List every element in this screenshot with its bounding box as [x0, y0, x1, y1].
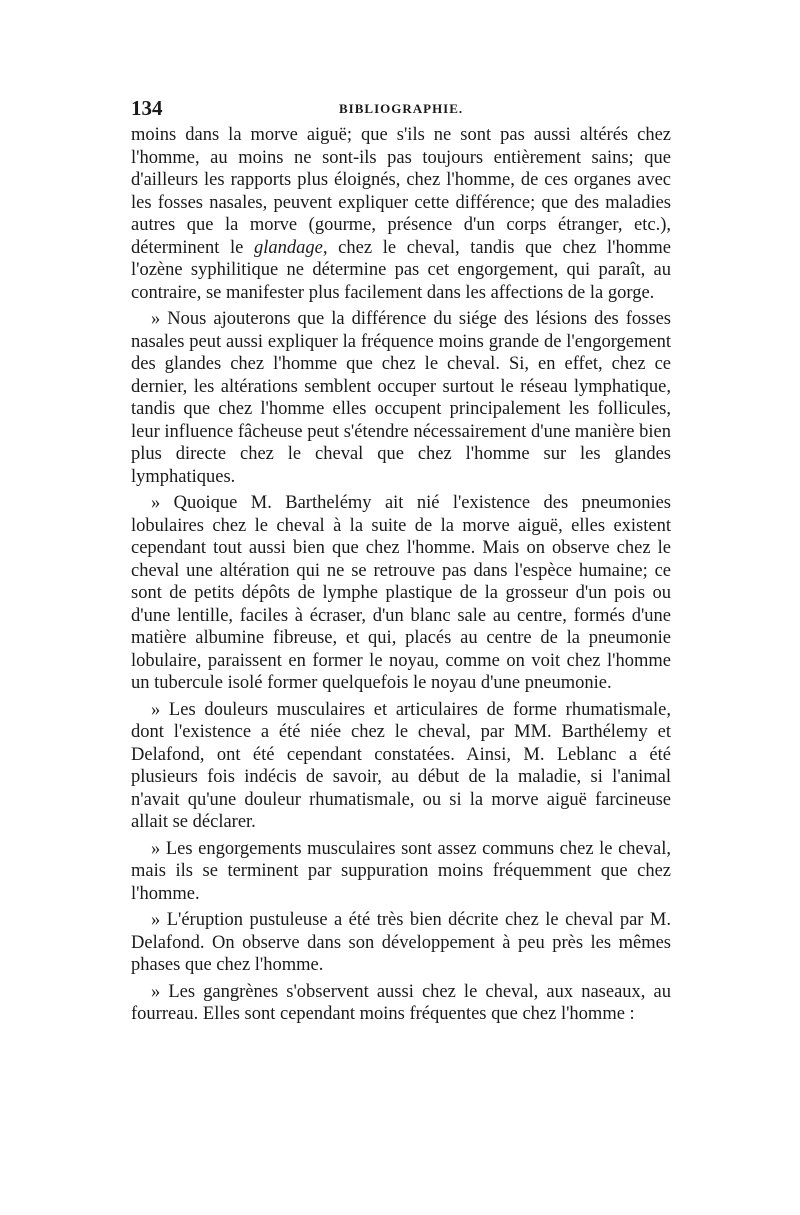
paragraph-1	[131, 124, 671, 304]
paragraph-6: » L'éruption pustuleuse a été très bien décrite chez le cheval par M. Delafond. On observe dans son développement à peu près les mêmes phases que chez l'homme.	[131, 910, 671, 975]
paragraph-4: » Les douleurs musculaires et articulaires de forme rhumatismale, dont l'existence a été niée chez le cheval, par MM. Barthélemy et Delafond, ont été cependant constatées. Ainsi, M. Leblanc a été plusieurs fois indécis de savoir, au début de la maladie, si l'animal n'avait qu'une douleur rhumatismale, ou si la morve aiguë farcineuse allait se déclarer.	[131, 699, 671, 832]
paragraph-7: » Les gangrènes s'observent aussi chez le cheval, aux naseaux, au fourreau. Elles sont cependant moins fréquentes que chez l'homme :	[131, 981, 671, 1024]
book-page	[131, 96, 671, 1030]
paragraph-5: » Les engorgements musculaires sont assez communs chez le cheval, mais ils se terminent par suppuration moins fréquemment que chez l'homme.	[131, 838, 671, 904]
paragraph-1-italic-term: glandage,	[254, 237, 328, 258]
paragraph-3: » Quoique M. Barthelémy ait nié l'existence des pneumonies lobulaires chez le cheval à la suite de la morve aiguë, elles existent cependant tout aussi bien que chez l'homme. Mais on observe chez le cheval une altération qui ne se retrouve pas dans l'espèce humaine; ce sont de petits dépôts de lymphe plastique de la grosseur d'un pois ou d'une lentille, faciles à écraser, d'un blanc sale au centre, formés d'une matière albumine fibreuse, et qui, placés au centre de la pneumonie lobulaire, paraissent en former le noyau, comme on voit chez l'homme un tubercule isolé former quelquefois le noyau d'une pneumonie.	[131, 493, 671, 693]
paragraph-2: » Nous ajouterons que la différence du siége des lésions des fosses nasales peut aussi expliquer la fréquence moins grande de l'engorgement des glandes chez l'homme que chez le cheval. Si, en effet, chez ce dernier, les altérations semblent occuper surtout le réseau lymphatique, tandis que chez l'homme elles occupent principalement les follicules, leur influence fâcheuse peut s'étendre nécessairement d'une manière bien plus directe chez le cheval que chez l'homme sur les glandes lymphatiques.	[131, 309, 671, 487]
body-text	[131, 124, 671, 1026]
paragraph-1-text-after: chez le cheval, tandis que chez l'homme l'ozène syphilitique ne détermine pas cet engorgement, qui paraît, au contraire, se manifester plus facilement dans les affections de la gorge.	[131, 237, 671, 303]
page-number: 134	[131, 96, 163, 120]
paragraph-1-text: moins dans la morve aiguë; que s'ils ne sont pas aussi altérés chez l'homme, au moins ne sont-ils pas toujours entièrement sains; que d'ailleurs les rapports plus éloignés, chez l'homme, de ces organes avec les fosses nasales, peuvent expliquer cette différence; que des maladies autres que la morve (gourme, présence d'un corps étranger, etc.), déterminent le	[131, 125, 671, 258]
page-header	[131, 96, 671, 124]
running-head: BIBLIOGRAPHIE.	[339, 101, 464, 116]
